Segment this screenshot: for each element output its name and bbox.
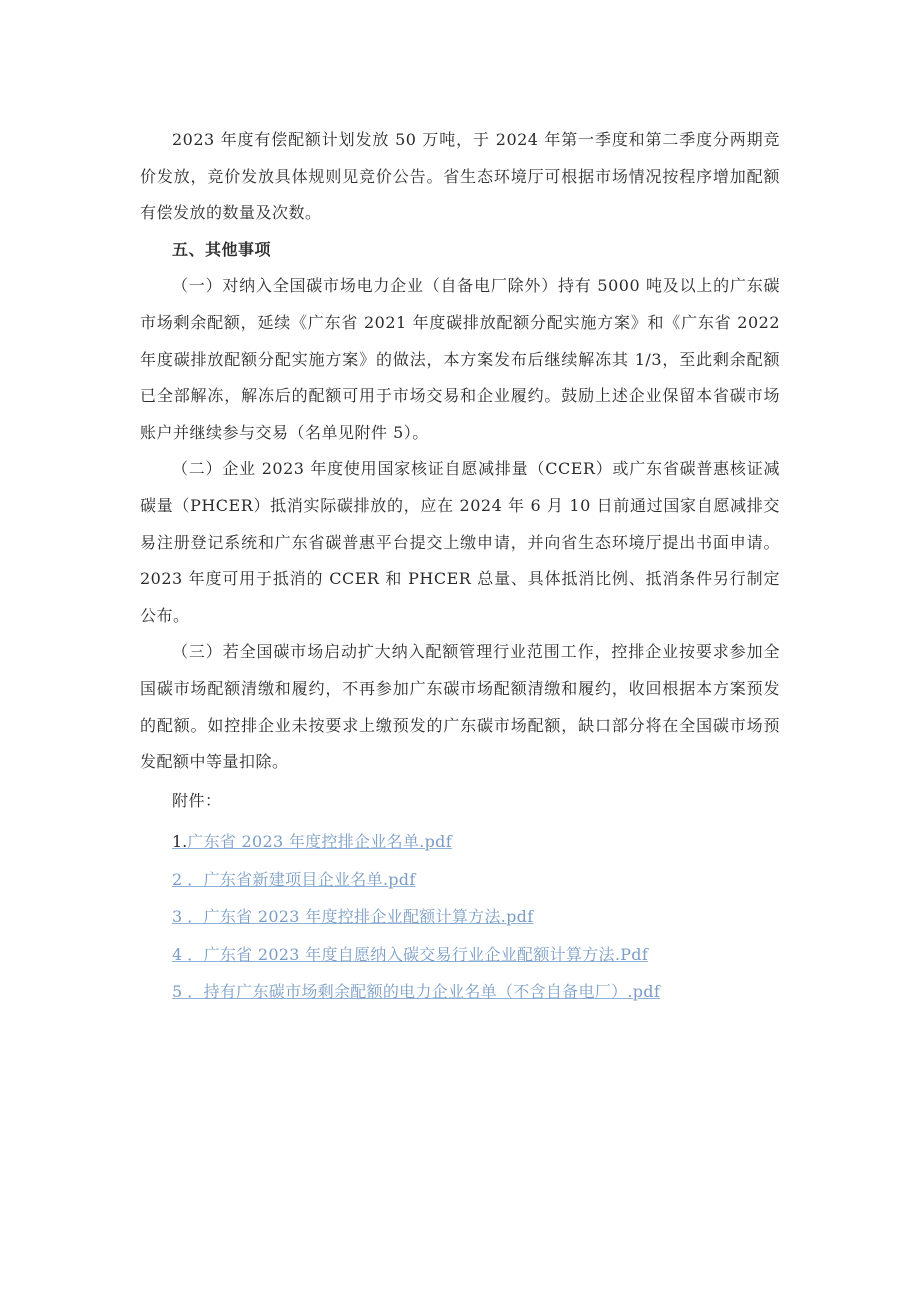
document-body: [140, 122, 780, 1011]
attachment-list: [140, 823, 780, 1011]
attachment-link-3[interactable]: [140, 898, 780, 936]
attachment-link-2[interactable]: [140, 861, 780, 899]
paragraph-paid-allowance: 2023 年度有偿配额计划发放 50 万吨，于 2024 年第一季度和第二季度分两期竞价发放，竞价发放具体规则见竞价公告。省生态环境厅可根据市场情况按程序增加配额有偿发放的数量及次数。: [140, 130, 780, 223]
attachment-title: ．持有广东碳市场剩余配额的电力企业名单（不含自备电厂）.pdf: [187, 982, 661, 1002]
attachment-number: 4: [172, 944, 188, 964]
attachment-number: 2: [172, 869, 188, 889]
paragraph-item-2: （二）企业 2023 年度使用国家核证自愿减排量（CCER）或广东省碳普惠核证减碳量（PHCER）抵消实际碳排放的，应在 2024 年 6 月 10 日前通过国家自愿减排交易注册登记系统和广东省碳普惠平台提交上缴申请，并向省生态环境厅提出书面申请。2023 年度可用于抵消的 CCER 和 PHCER 总量、具体抵消比例、抵消条件另行制定公布。: [140, 459, 780, 625]
attachment-link-1[interactable]: [140, 823, 780, 861]
paragraph-item-1: （一）对纳入全国碳市场电力企业（自备电厂除外）持有 5000 吨及以上的广东碳市场剩余配额，延续《广东省 2021 年度碳排放配额分配实施方案》和《广东省 2022 年度碳排放配额分配实施方案》的做法，本方案发布后继续解冻其 1/3，至此剩余配额已全部解冻，解冻后的配额可用于市场交易和企业履约。鼓励上述企业保留本省碳市场账户并继续参与交易（名单见附件 5）。: [140, 276, 780, 442]
attachment-title: 广东省 2023 年度控排企业名单.pdf: [187, 832, 452, 852]
attachment-title: ．广东省 2023 年度控排企业配额计算方法.pdf: [187, 907, 534, 927]
paragraph-item-3: （三）若全国碳市场启动扩大纳入配额管理行业范围工作，控排企业按要求参加全国碳市场配额清缴和履约，不再参加广东碳市场配额清缴和履约，收回根据本方案预发的配额。如控排企业未按要求上缴预发的广东碳市场配额，缺口部分将在全国碳市场预发配额中等量扣除。: [140, 642, 780, 772]
attachments-label: 附件：: [172, 790, 222, 810]
attachment-number: 5: [172, 982, 188, 1002]
section-heading-other-matters: 五、其他事项: [172, 239, 272, 259]
attachment-number: 1.: [172, 832, 188, 852]
attachment-link-4[interactable]: [140, 936, 780, 974]
attachment-number: 3: [172, 907, 188, 927]
attachment-title: ．广东省新建项目企业名单.pdf: [187, 869, 416, 889]
attachment-title: ．广东省 2023 年度自愿纳入碳交易行业企业配额计算方法.Pdf: [187, 944, 649, 964]
attachment-link-5[interactable]: [140, 973, 780, 1011]
